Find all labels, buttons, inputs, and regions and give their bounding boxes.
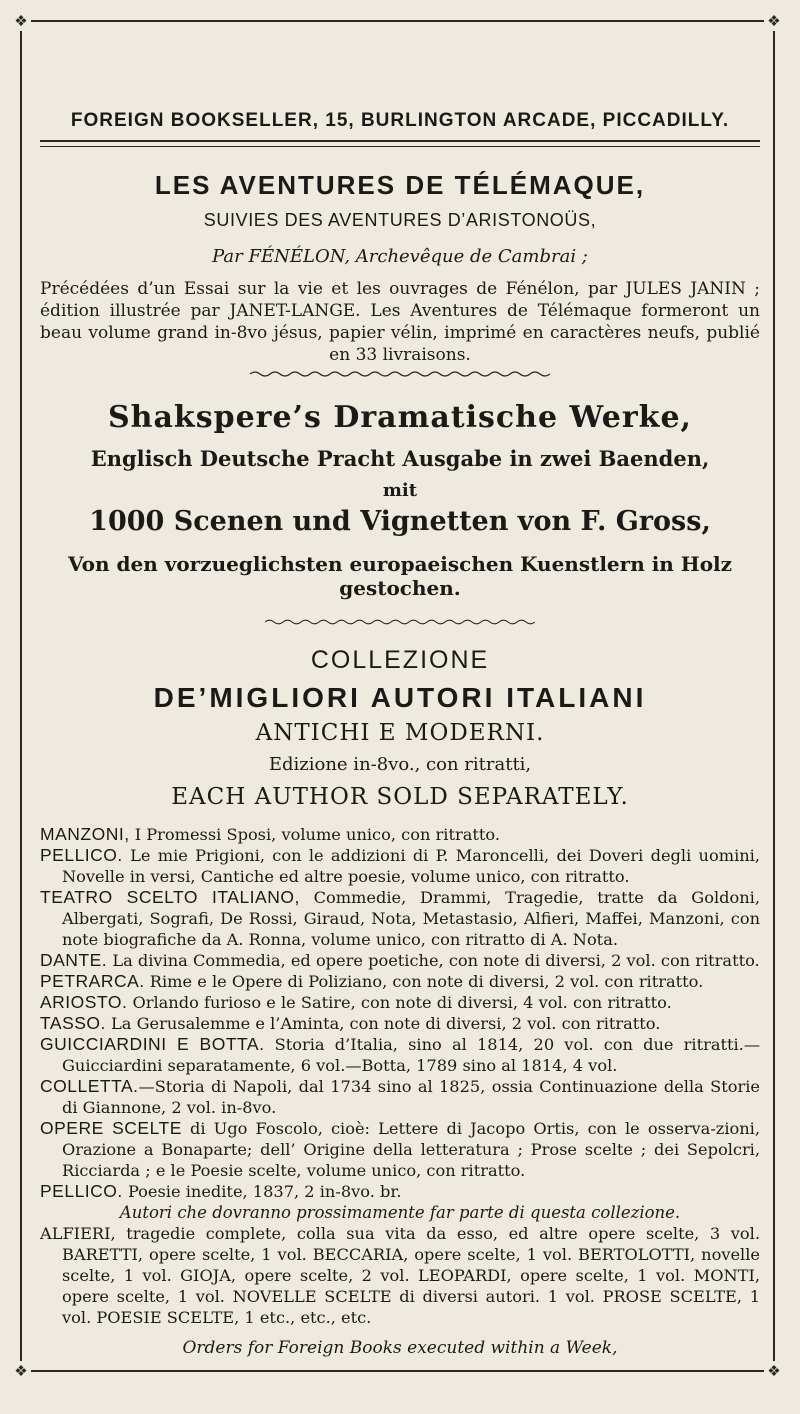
- collezione-sold-note: EACH AUTHOR SOLD SEPARATELY.: [171, 784, 629, 810]
- collezione-title: COLLEZIONE: [310, 646, 490, 674]
- header-rule: [40, 140, 760, 147]
- entries-list: [40, 824, 760, 1328]
- shakspere-title: Shakspere’s Dramatische Werke,: [108, 400, 692, 435]
- squiggle-divider: [250, 370, 550, 378]
- forthcoming-list: ALFIERI, tragedie complete, colla sua vita da esso, ed altre opere scelte, 3 vol. BARETTI, opere scelte, 1 vol. BECCARIA, opere scelte, 1 vol. BERTOLOTTI, novelle scelte, 1 vol. GIOJA, opere scelte, 2 vol. LEOPARDI, opere scelte, 1 vol. MONTI, opere scelte, 1 vol. NOVELLE SCELTE di diversi autori. 1 vol. PROSE SCELTE, 1 vol. POESIE SCELTE, 1 etc., etc., etc.: [40, 1224, 760, 1327]
- shakspere-illustrations: 1000 Scenen und Vignetten von F. Gross,: [89, 506, 711, 537]
- list-item: PETRARCA. Rime e le Opere di Poliziano, con note di diversi, 2 vol. con ritratto.: [40, 971, 704, 991]
- frame-right-rule: [773, 20, 775, 1372]
- list-item: OPERE SCELTE di Ugo Foscolo, cioè: Lettere di Jacopo Ortis, con le osserva-zioni, Orazione a Bonaparte; dell’ Origine della letteratura ; Prose scelte ; dei Sepolcri, Ricciarda ; e le Poesie scelte, volume unico, con ritratto.: [40, 1118, 760, 1180]
- list-item: GUICCIARDINI E BOTTA. Storia d’Italia, sino al 1814, 20 vol. con due ritratti.—Guicciardini separatamente, 6 vol.—Botta, 1789 sino al 1814, 4 vol.: [40, 1034, 761, 1075]
- telemaque-subtitle: SUIVIES DES AVENTURES D’ARISTONOÜS,: [203, 210, 597, 230]
- list-item: PELLICO. Le mie Prigioni, con le addizioni di P. Maroncelli, dei Doveri degli uomini, Novelle in versi, Cantiche ed altre poesie, volume unico, con ritratto.: [40, 845, 760, 886]
- shakspere-edition: Englisch Deutsche Pracht Ausgabe in zwei Baenden,: [90, 446, 710, 471]
- list-item: PELLICO. Poesie inedite, 1837, 2 in-8vo. br.: [40, 1181, 402, 1201]
- list-item: COLLETTA.—Storia di Napoli, dal 1734 sino al 1825, ossia Continuazione della Storie di Giannone, 2 vol. in-8vo.: [40, 1076, 760, 1117]
- frame-top-rule: [20, 20, 775, 22]
- list-item: TASSO. La Gerusalemme e l’Aminta, con note di diversi, 2 vol. con ritratto.: [40, 1013, 661, 1033]
- collezione-period: ANTICHI E MODERNI.: [255, 720, 545, 746]
- page-header: FOREIGN BOOKSELLER, 15, BURLINGTON ARCADE, PICCADILLY.: [70, 110, 730, 131]
- squiggle-divider: [265, 618, 535, 626]
- corner-ornament-icon: ❖: [764, 1361, 784, 1381]
- list-item: MANZONI, I Promessi Sposi, volume unico, con ritratto.: [40, 824, 500, 844]
- telemaque-title: LES AVENTURES DE TÉLÉMAQUE,: [154, 170, 646, 200]
- collezione-edition: Edizione in-8vo., con ritratti,: [268, 754, 532, 775]
- list-item: DANTE. La divina Commedia, ed opere poetiche, con note di diversi, 2 vol. con ritratto.: [40, 950, 760, 970]
- telemaque-description: Précédées d’un Essai sur la vie et les ouvrages de Fénélon, par JULES JANIN ; édition illustrée par JANET-LANGE. Les Aventures de Télémaque formeront un beau volume grand in-8vo jésus, papier vélin, imprimé en caractères neufs, publié en 33 livraisons.: [40, 279, 760, 365]
- forthcoming-note: Autori che dovranno prossimamente far parte di questa collezione.: [119, 1203, 681, 1222]
- corner-ornament-icon: ❖: [11, 1361, 31, 1381]
- corner-ornament-icon: ❖: [764, 11, 784, 31]
- list-item: ARIOSTO. Orlando furioso e le Satire, con note di diversi, 4 vol. con ritratto.: [40, 992, 672, 1012]
- collezione-subtitle: DE’MIGLIORI AUTORI ITALIANI: [153, 682, 647, 713]
- orders-note: Orders for Foreign Books executed within a Week,: [182, 1338, 618, 1358]
- frame-left-rule: [20, 20, 22, 1372]
- shakspere-engravers: Von den vorzueglichsten europaeischen Kuenstlern in Holz gestochen.: [67, 552, 732, 600]
- list-item: TEATRO SCELTO ITALIANO, Commedie, Drammi, Tragedie, tratte da Goldoni, Albergati, Sografi, De Rossi, Giraud, Nota, Metastasio, Alfieri, Maffei, Manzoni, con note biografiche da A. Ronna, volume unico, con ritratto di A. Nota.: [40, 887, 760, 949]
- frame-bottom-rule: [20, 1370, 775, 1372]
- corner-ornament-icon: ❖: [11, 11, 31, 31]
- shakspere-mit: mit: [382, 480, 418, 501]
- telemaque-author: Par FÉNÉLON, Archevêque de Cambrai ;: [212, 246, 588, 267]
